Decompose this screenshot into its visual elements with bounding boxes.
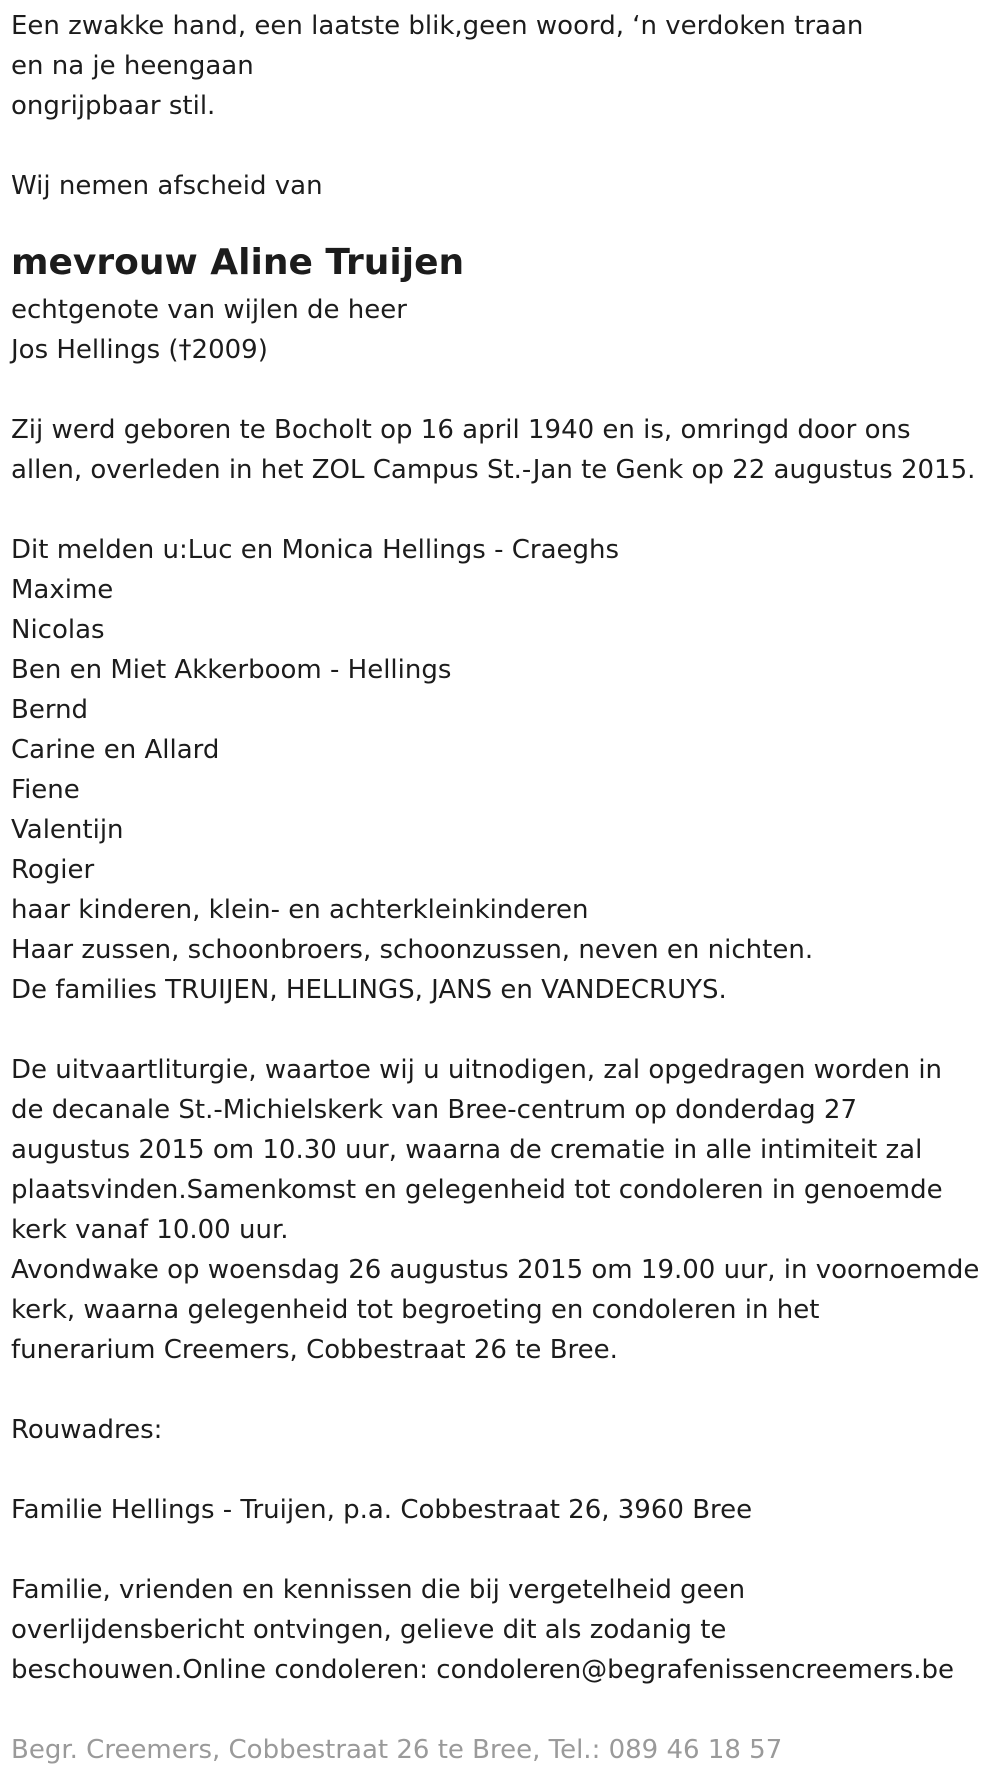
paragraph-line: de decanale St.-Michielskerk van Bree-centrum op donderdag 27 bbox=[11, 1095, 857, 1125]
spacer bbox=[11, 126, 991, 166]
paragraph-line: allen, overleden in het ZOL Campus St.-Jan te Genk op 22 augustus 2015. bbox=[11, 455, 976, 485]
announcer-line: Haar zussen, schoonbroers, schoonzussen, neven en nichten. bbox=[11, 935, 814, 965]
paragraph-line: De uitvaartliturgie, waartoe wij u uitnodigen, zal opgedragen worden in bbox=[11, 1055, 943, 1085]
relation-line: echtgenote van wijlen de heer bbox=[11, 295, 407, 325]
spacer bbox=[11, 206, 991, 236]
announcer-line: Bernd bbox=[11, 695, 89, 725]
mourning-address: Familie Hellings - Truijen, p.a. Cobbestraat 26, 3960 Bree bbox=[11, 1495, 753, 1525]
paragraph-line: plaatsvinden.Samenkomst en gelegenheid tot condoleren in genoemde bbox=[11, 1175, 943, 1205]
announcer-line: haar kinderen, klein- en achterkleinkinderen bbox=[11, 895, 589, 925]
announcer-line: De families TRUIJEN, HELLINGS, JANS en VANDECRUYS. bbox=[11, 975, 727, 1005]
relation-line: Jos Hellings (†2009) bbox=[11, 335, 268, 365]
announcer-line: Nicolas bbox=[11, 615, 105, 645]
announcer-line: Maxime bbox=[11, 575, 114, 605]
ceremony-paragraph bbox=[11, 1050, 991, 1370]
birth-death-paragraph bbox=[11, 410, 991, 490]
spacer bbox=[11, 1530, 991, 1570]
intro-text: Wij nemen afscheid van bbox=[11, 171, 323, 201]
undertaker-footer: Begr. Creemers, Cobbestraat 26 te Bree, Tel.: 089 46 18 57 bbox=[11, 1735, 783, 1765]
paragraph-line: Zij werd geboren te Bocholt op 16 april 1940 en is, omringd door ons bbox=[11, 415, 911, 445]
condolence-email-link[interactable]: condoleren@begrafenissencreemers.be bbox=[436, 1655, 954, 1685]
paragraph-line: funerarium Creemers, Cobbestraat 26 te Bree. bbox=[11, 1335, 618, 1365]
announcer-line: Carine en Allard bbox=[11, 735, 220, 765]
announcer-line: Rogier bbox=[11, 855, 95, 885]
spacer bbox=[11, 1010, 991, 1050]
condolence-text: beschouwen.Online condoleren: bbox=[11, 1655, 437, 1685]
closing-paragraph bbox=[11, 1570, 991, 1690]
poem bbox=[11, 6, 991, 126]
announcer-line: Fiene bbox=[11, 775, 80, 805]
announcers-list bbox=[11, 530, 991, 1010]
spacer bbox=[11, 370, 991, 410]
paragraph-line: Avondwake op woensdag 26 augustus 2015 om 19.00 uur, in voornoemde bbox=[11, 1255, 980, 1285]
paragraph-line: kerk, waarna gelegenheid tot begroeting en condoleren in het bbox=[11, 1295, 820, 1325]
spacer bbox=[11, 490, 991, 530]
spacer bbox=[11, 1450, 991, 1490]
announcer-line: Dit melden u:Luc en Monica Hellings - Craeghs bbox=[11, 535, 620, 565]
paragraph-line: kerk vanaf 10.00 uur. bbox=[11, 1215, 289, 1245]
announcer-line: Ben en Miet Akkerboom - Hellings bbox=[11, 655, 452, 685]
poem-line: Een zwakke hand, een laatste blik,geen woord, ‘n verdoken traan bbox=[11, 11, 864, 41]
poem-line: ongrijpbaar stil. bbox=[11, 91, 216, 121]
poem-line: en na je heengaan bbox=[11, 51, 254, 81]
paragraph-line: augustus 2015 om 10.30 uur, waarna de crematie in alle intimiteit zal bbox=[11, 1135, 923, 1165]
spacer bbox=[11, 1370, 991, 1410]
deceased-name: mevrouw Aline Truijen bbox=[11, 242, 465, 283]
paragraph-line: Familie, vrienden en kennissen die bij vergetelheid geen bbox=[11, 1575, 746, 1605]
paragraph-line bbox=[11, 1650, 991, 1690]
paragraph-line: overlijdensbericht ontvingen, gelieve dit als zodanig te bbox=[11, 1615, 727, 1645]
mourning-address-label: Rouwadres: bbox=[11, 1415, 163, 1445]
announcer-line: Valentijn bbox=[11, 815, 124, 845]
